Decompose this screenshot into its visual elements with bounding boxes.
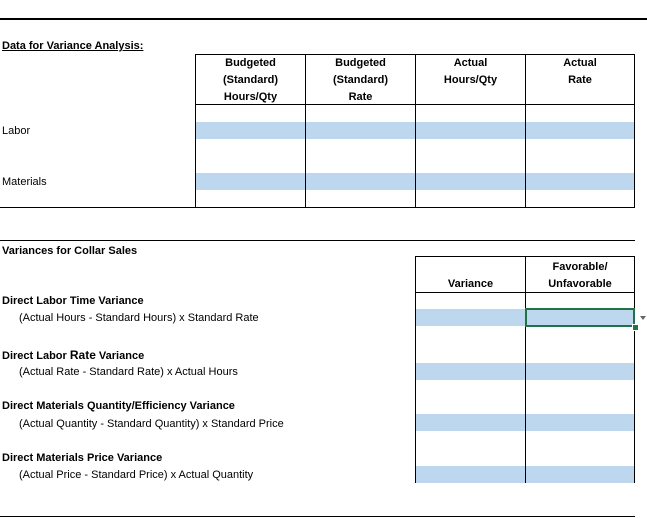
labor-time-fav-unfav-select[interactable]	[526, 309, 634, 326]
materials-quantity-variance-input[interactable]	[416, 414, 525, 431]
materials-budgeted-qty-input[interactable]	[196, 173, 305, 190]
labor-budgeted-rate-input[interactable]	[306, 122, 415, 139]
data-table-bottom-border	[0, 207, 635, 208]
col-header-actual-hours: Actual Hours/Qty	[443, 57, 498, 86]
materials-quantity-fav-unfav-select[interactable]	[526, 414, 634, 431]
variance-formula-materials-quantity: (Actual Quantity - Standard Quantity) x Standard Price	[19, 418, 284, 430]
labor-actual-hours-input[interactable]	[416, 122, 525, 139]
materials-budgeted-rate-input[interactable]	[306, 173, 415, 190]
materials-actual-rate-input[interactable]	[526, 173, 634, 190]
labor-budgeted-hours-input[interactable]	[196, 122, 305, 139]
variance-title-labor-rate: Direct Labor Rate Variance	[2, 348, 145, 362]
col-header-actual-rate: Actual Rate	[563, 57, 597, 86]
variance-section-top-border	[0, 240, 635, 241]
col-header-budgeted-rate: Budgeted (Standard) Rate	[333, 57, 388, 103]
col-header-favorable-unfavorable: Favorable/ Unfavorable	[548, 261, 612, 290]
variance-formula-materials-price: (Actual Price - Standard Price) x Actual Quantity	[19, 469, 254, 481]
materials-price-variance-input[interactable]	[416, 466, 525, 483]
variance-col-divider-3	[634, 256, 635, 483]
variance-formula-labor-time: (Actual Hours - Standard Hours) x Standard Rate	[19, 312, 259, 324]
materials-actual-qty-input[interactable]	[416, 173, 525, 190]
data-col-divider-5	[634, 54, 635, 208]
variance-title-materials-quantity: Direct Materials Quantity/Efficiency Variance	[2, 400, 235, 412]
variance-title-materials-price: Direct Materials Price Variance	[2, 452, 163, 464]
labor-time-variance-input[interactable]	[416, 309, 525, 326]
bottom-divider	[0, 516, 635, 517]
data-section-title: Data for Variance Analysis:	[2, 40, 144, 52]
col-header-budgeted-hours: Budgeted (Standard) Hours/Qty	[223, 57, 278, 103]
top-divider	[0, 18, 647, 20]
variance-section-title: Variances for Collar Sales	[2, 245, 138, 257]
variance-formula-labor-rate: (Actual Rate - Standard Rate) x Actual Hours	[19, 366, 238, 378]
row-label-materials: Materials	[2, 176, 47, 188]
col-header-variance: Variance	[447, 278, 494, 290]
labor-actual-rate-input[interactable]	[526, 122, 634, 139]
variance-title-labor-time: Direct Labor Time Variance	[2, 295, 144, 307]
dropdown-arrow-icon[interactable]	[640, 316, 646, 320]
labor-rate-fav-unfav-select[interactable]	[526, 363, 634, 380]
row-label-labor: Labor	[2, 125, 31, 137]
labor-rate-variance-input[interactable]	[416, 363, 525, 380]
materials-price-fav-unfav-select[interactable]	[526, 466, 634, 483]
cell-fill-handle[interactable]	[632, 324, 639, 331]
